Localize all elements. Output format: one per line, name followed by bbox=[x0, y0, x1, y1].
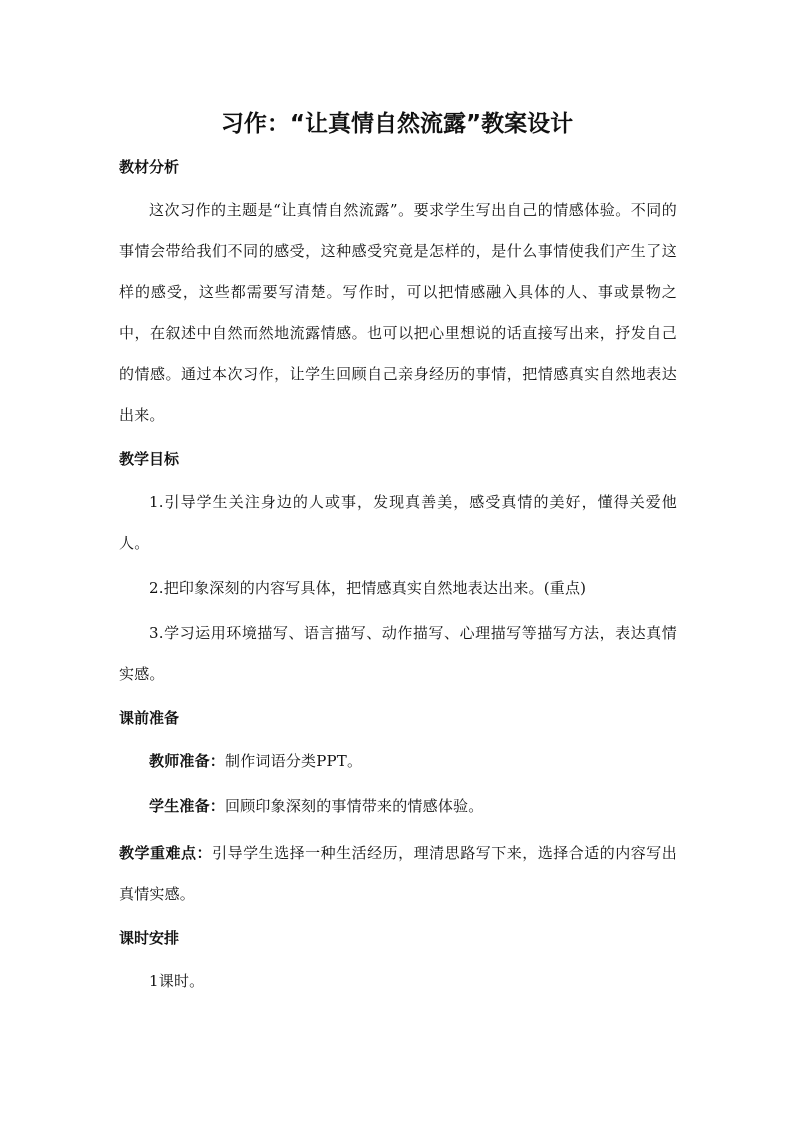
section-heading-analysis: 教材分析 bbox=[119, 158, 180, 176]
key-points bbox=[119, 833, 677, 915]
schedule-text: 1课时。 bbox=[149, 972, 205, 990]
teacher-preparation-label: 教师准备： bbox=[149, 752, 226, 770]
key-points-label: 教学重难点： bbox=[119, 844, 213, 862]
document-body bbox=[119, 150, 677, 1008]
goal-item-3: 3.学习运用环境描写、语言描写、动作描写、心理描写等描写方法，表达真情实感。 bbox=[119, 624, 677, 683]
section-heading-schedule: 课时安排 bbox=[119, 929, 180, 947]
student-preparation bbox=[119, 786, 677, 827]
goal-item-2: 2.把印象深刻的内容写具体，把情感真实自然地表达出来。(重点) bbox=[149, 579, 587, 597]
key-points-text: 引导学生选择一种生活经历，理清思路写下来，选择合适的内容写出真情实感。 bbox=[119, 844, 677, 903]
goal-item-1: 1.引导学生关注身边的人或事，发现真善美，感受真情的美好，懂得关爱他人。 bbox=[119, 493, 677, 552]
student-preparation-text: 回顾印象深刻的事情带来的情感体验。 bbox=[225, 797, 484, 815]
analysis-paragraph: 这次习作的主题是“让真情自然流露”。要求学生写出自己的情感体验。不同的事情会带给我们不同的感受，这种感受究竟是怎样的，是什么事情使我们产生了这样的感受，这些都需要写清楚。写作时，可以把情感融入具体的人、事或景物之中，在叙述中自然而然地流露情感。也可以把心里想说的话直接写出来，抒发自己的情感。通过本次习作，让学生回顾自己亲身经历的事情，把情感真实自然地表达出来。 bbox=[119, 201, 677, 424]
teacher-preparation-text: 制作词语分类PPT。 bbox=[225, 752, 363, 770]
student-preparation-label: 学生准备： bbox=[149, 797, 226, 815]
section-heading-preparation: 课前准备 bbox=[119, 709, 180, 727]
document-title: 习作：“让真情自然流露”教案设计 bbox=[220, 111, 574, 137]
teacher-preparation bbox=[119, 741, 677, 782]
section-heading-goals: 教学目标 bbox=[119, 450, 180, 468]
